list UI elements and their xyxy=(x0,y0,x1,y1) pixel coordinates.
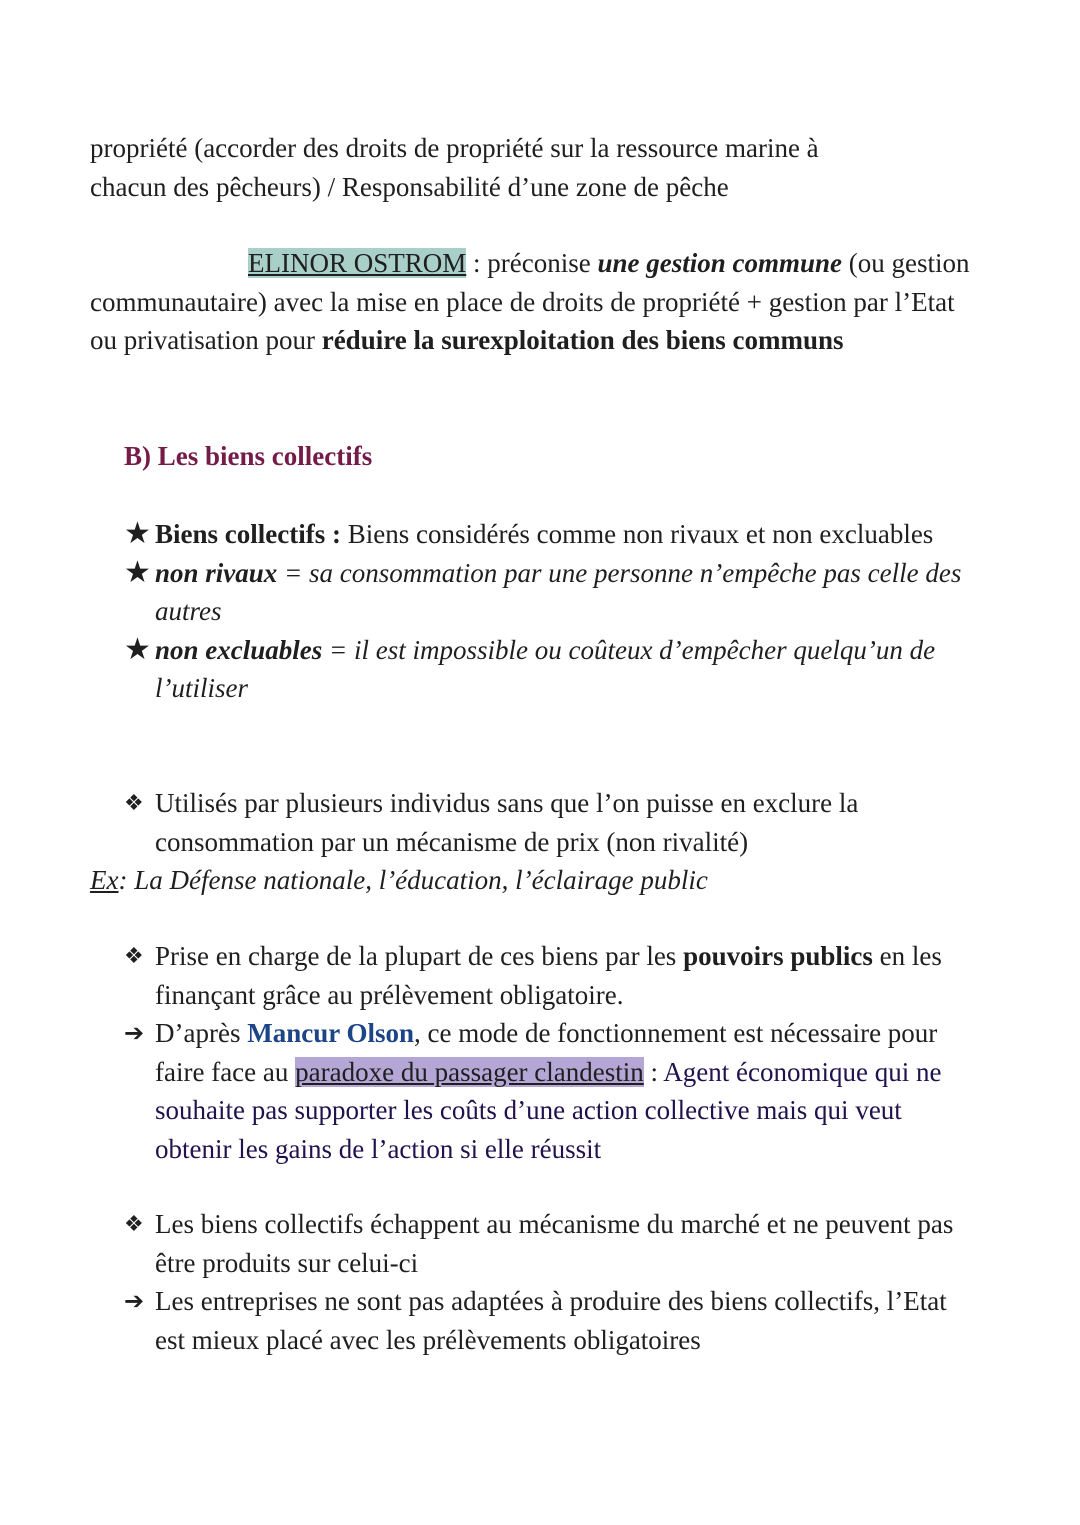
definition-term: non excluables xyxy=(155,634,323,665)
arrow-text: Les entreprises ne sont pas adaptées à produire des biens collectifs, l’Etat est mieux placé avec les prélèvements obligatoires xyxy=(155,1286,947,1355)
definition-biens-collectifs xyxy=(124,515,974,554)
ostrom-bold: réduire la surexploitation des biens communs xyxy=(321,325,844,355)
definitions-list xyxy=(124,515,974,708)
olson-arrow-item xyxy=(124,1014,974,1168)
star-icon: ★ xyxy=(124,555,151,589)
point-text-b: en les finançant grâce au prélèvement obligatoire. xyxy=(155,941,942,1010)
definition-term: Biens collectifs : xyxy=(155,519,341,549)
example-text: : La Défense nationale, l’éducation, l’éclairage public xyxy=(118,865,708,895)
ostrom-after-name: : préconise xyxy=(466,248,598,278)
ostrom-text: (ou gestion communautaire) avec la mise en place de droits de propriété + gestion par l’Etat ou privatisation pour xyxy=(90,248,970,355)
list-item xyxy=(124,937,974,1014)
definition-non-excluables xyxy=(124,631,974,708)
arrow-text-b: , ce mode de fonctionnement est nécessaire pour faire face au xyxy=(155,1018,938,1087)
example-label: Ex xyxy=(90,865,119,895)
point-bold: pouvoirs publics xyxy=(683,941,873,971)
arrow-text-a: D’après xyxy=(155,1018,248,1048)
star-icon: ★ xyxy=(124,632,151,666)
concept-colon: : xyxy=(643,1056,664,1087)
list-item xyxy=(124,1205,974,1282)
intro-line-1: propriété (accorder des droits de propriété sur la ressource marine à xyxy=(90,133,819,163)
star-icon: ★ xyxy=(124,517,151,550)
section-b-heading: B) Les biens collectifs xyxy=(124,441,373,471)
definition-text: = il est impossible ou coûteux d’empêcher quelqu’un de l’utiliser xyxy=(155,634,936,703)
concept-highlight: paradoxe du passager clandestin xyxy=(295,1056,644,1087)
example-line xyxy=(90,861,970,900)
arrow-right-icon: ➔ xyxy=(124,1019,145,1047)
intro-paragraph xyxy=(90,129,970,206)
point-text-a: Prise en charge de la plupart de ces biens par les xyxy=(155,941,684,971)
point-text: Utilisés par plusieurs individus sans que l’on puisse en exclure la consommation par un mécanisme de prix (non rivalité) xyxy=(155,788,859,857)
ostrom-name: ELINOR OSTROM xyxy=(248,248,467,278)
point-utilises xyxy=(124,784,974,861)
point-marche xyxy=(124,1205,974,1359)
diamond-bullet-icon: ❖ xyxy=(124,943,144,968)
author-name: Mancur Olson xyxy=(247,1018,414,1048)
definition-non-rivaux xyxy=(124,554,974,631)
ostrom-paragraph xyxy=(90,244,970,360)
diamond-bullet-icon: ❖ xyxy=(124,790,144,815)
point-pouvoirs-publics xyxy=(124,937,974,1168)
arrow-right-icon: ➔ xyxy=(124,1287,145,1315)
list-item xyxy=(124,784,974,861)
entreprises-arrow-item xyxy=(124,1282,974,1359)
definition-term: non rivaux xyxy=(155,557,278,588)
ostrom-emphasis: une gestion commune xyxy=(597,248,842,278)
concept-definition: Agent économique qui ne souhaite pas supporter les coûts d’une action collective mais qui veut obtenir les gains de l’action si elle réussit xyxy=(155,1056,942,1164)
diamond-bullet-icon: ❖ xyxy=(124,1211,144,1236)
definition-text: Biens considérés comme non rivaux et non excluables xyxy=(340,519,934,549)
point-text: Les biens collectifs échappent au mécanisme du marché et ne peuvent pas être produits sur celui-ci xyxy=(155,1209,954,1278)
definition-text: = sa consommation par une personne n’empêche pas celle des autres xyxy=(155,557,962,626)
intro-line-2: chacun des pêcheurs) / Responsabilité d’une zone de pêche xyxy=(90,171,729,202)
